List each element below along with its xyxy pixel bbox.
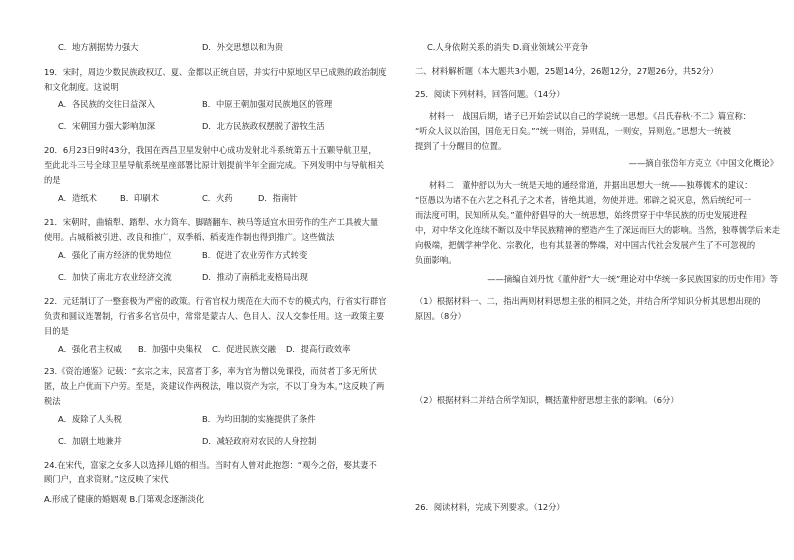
q24-stem-line1: 24.在宋代，富家之女多人以选择儿婚的相当。当时有人曾对此抱怨：“观今之俗，娶其妻不 xyxy=(44,460,377,470)
q23-option-a: A．废除了人头税 xyxy=(58,414,122,424)
q19-option-b: B．中原王朝加强对民族地区的管理 xyxy=(202,99,333,109)
q21-option-a: A．强化了南方经济的优势地位 xyxy=(58,250,172,260)
q20-option-d: D．指南针 xyxy=(258,193,298,203)
q26-title: 26．阅读材料，完成下列要求。（12分） xyxy=(415,502,565,512)
material1-line2: “听众人议以治国，国危无日矣。”“统一则治，异则乱，一则安，异则危。”思想大一统被 xyxy=(415,126,731,136)
q23-stem-line2: 匿，故上户优而下户劳。至是，炎建议作两税法，唯以资产为宗，不以丁身为本。”这反映了两 xyxy=(44,381,385,391)
q25-part1-line2: 原因。（8分） xyxy=(415,311,466,321)
q20-stem-line1: 20．6月23日9时43分，我国在西昌卫星发射中心成功发射北斗系统第五十五颗导航卫星， xyxy=(44,145,377,155)
q20-option-b: B．印刷术 xyxy=(120,193,159,203)
q23-stem-line1: 23.《资治通鉴》记载：“玄宗之末，民富者丁多，率为官为僧以免课役，而贫者丁多无所伏 xyxy=(44,366,377,376)
q25-part2: （2）根据材料二并结合所学知识，概括董仲舒思想主张的影响。（6分） xyxy=(415,395,679,405)
q21-option-c: C．加快了南北方农业经济交流 xyxy=(58,272,172,282)
q21-stem-line1: 21．宋朝时，曲辕犁、踏犁、水力筒车、脚踏翻车、秧马等适宜水田劳作的生产工具被大量 xyxy=(44,217,379,227)
material2-line3: 而法度可明，民知所从矣。”董仲舒倡导的大一统思想，始终贯穿于中华民族的历史发展进程 xyxy=(415,210,748,220)
q25-title: 25．阅读下列材料，回答问题。（14分） xyxy=(415,89,565,99)
q19-stem-line1: 19．宋时，周边少数民族政权辽、夏、金都以正统自居，并实行中原地区早已成熟的政治制度 xyxy=(44,67,387,77)
material1-line3: 提到了十分醒目的位置。 xyxy=(415,141,507,151)
q19-option-d: D．北方民族政权摆脱了游牧生活 xyxy=(202,121,325,131)
q19-option-a: A．各民族的交往日益深入 xyxy=(58,99,155,109)
material1-line1: 材料一 战国后期，诸子已开始尝试以自己的学说统一思想。《吕氏春秋·不二》篇宣称： xyxy=(429,111,752,121)
q22-stem-line2: 负责和圆议连署制，行省多名官员中，常常是蒙古人、色目人、汉人交参任用。这一政策主要 xyxy=(44,311,385,321)
q22-option-c: C．促进民族交融 xyxy=(212,344,276,354)
material2-line1: 材料二 董仲舒以为大一统是天地的通经常道，并据出思想大一统——独尊儒术的建议： xyxy=(429,180,753,190)
q24-options-ab: A.形成了健康的婚姻观 B.门第观念逐渐淡化 xyxy=(44,494,205,504)
q20-option-c: C．火药 xyxy=(202,193,233,203)
q21-option-b: B．促进了农业劳作方式转变 xyxy=(202,250,308,260)
q19-stem-line2: 和文化制度。这说明 xyxy=(44,82,119,92)
q20-stem-line3: 的是 xyxy=(44,175,61,185)
q22-option-d: D．提高行政效率 xyxy=(286,344,351,354)
q23-stem-line3: 税法 xyxy=(44,396,61,406)
q24-stem-line2: 顾门户，直求资财。”这反映了宋代 xyxy=(44,474,169,484)
material2-line5: 向极端，把儒学神学化、宗教化，也有其显著的弊端，对中国古代社会发展产生了不可忽视的 xyxy=(415,240,756,250)
material2-line2: “臣愚以为诸不在六艺之科孔子之术者，皆绝其道，勿使并进。邪辟之说灭息，然后统纪可一 xyxy=(415,195,752,205)
q23-option-c: C．加剧土地兼并 xyxy=(58,436,122,446)
q21-stem-line2: 使用。占城稻被引进、改良和推广，双季稻、稻麦连作制也得到推广。这些做法 xyxy=(44,232,335,242)
section-heading: 二、材料解析题（本大题共3小题，25题14分，26题12分，27题26分，共52分） xyxy=(415,66,719,76)
q19-option-c: C．宋朝国力强大影响加深 xyxy=(58,121,156,131)
material1-citation: ——摘自张岱年方克立《中国文化概论》 xyxy=(628,158,778,168)
q23-option-d: D．减轻政府对农民的人身控制 xyxy=(202,436,317,446)
q22-option-b: B．加强中央集权 xyxy=(138,344,202,354)
q21-option-d: D．推动了南稻北麦格局出现 xyxy=(202,272,308,282)
q20-option-a: A．造纸术 xyxy=(58,193,97,203)
material2-line6: 负面影响。 xyxy=(415,255,457,265)
q24-options-cd: C.人身依附关系的消失 D.商业领域公平竞争 xyxy=(427,42,589,52)
q22-option-a: A．强化君主权威 xyxy=(58,344,122,354)
material2-citation: ——摘编自刘丹忱《董仲舒“大一统”理论对中华统一多民族国家的历史作用》等 xyxy=(487,274,778,284)
q22-stem-line3: 目的是 xyxy=(44,326,69,336)
q20-stem-line2: 至此北斗三号全球卫星导航系统星座部署比原计划提前半年全面完成。下列发明中与导航相关 xyxy=(44,160,385,170)
q23-option-b: B．为均田制的实施提供了条件 xyxy=(202,414,316,424)
q22-stem-line1: 22．元廷制订了一整套极为严密的政策。行省官权力规范在大而不专的模式内，行省实行群官 xyxy=(44,296,387,306)
q25-part1-line1: （1）根据材料一、二，指出两则材料思想主张的相同之处，并结合所学知识分析其思想出现的 xyxy=(415,296,761,306)
material2-line4: 中，对中华文化连续不断以及中华民族精神的塑造产生了深远而巨大的影响。当然，独尊儒学后来走 xyxy=(415,225,781,235)
q18-option-c: C．地方割据势力强大 xyxy=(58,42,139,52)
q18-option-d: D．外交思想以和为贵 xyxy=(202,42,284,52)
